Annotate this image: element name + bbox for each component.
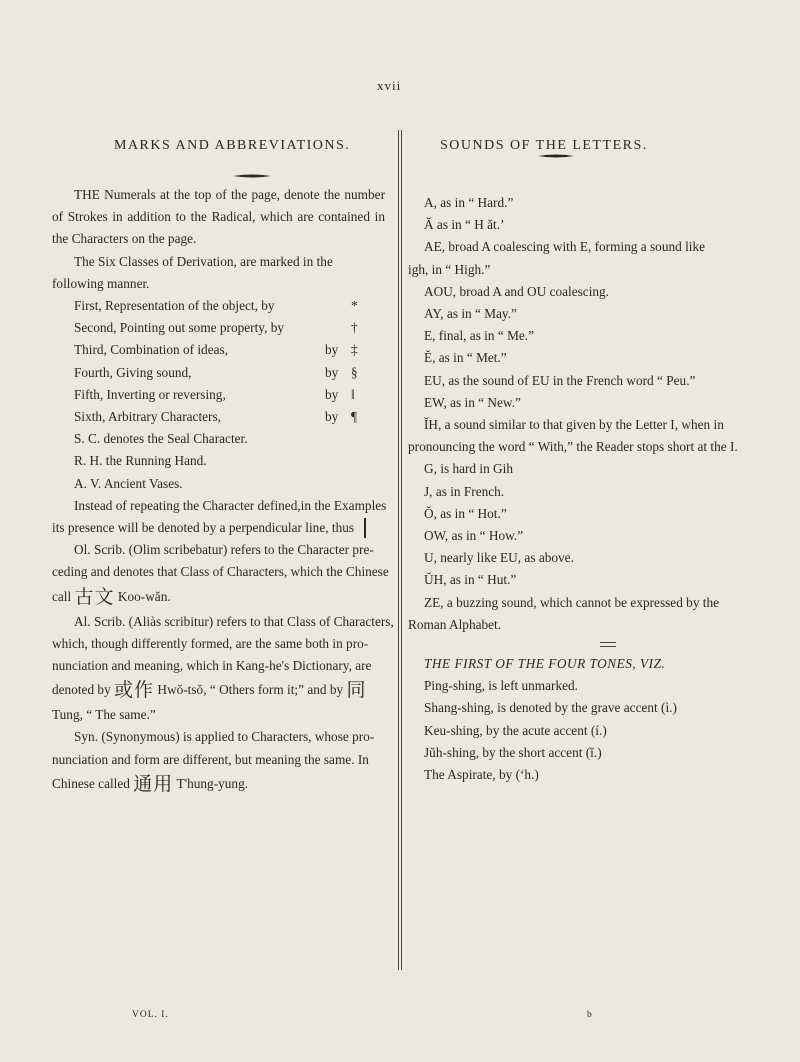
sound-line: ŬH, as in “ Hut.” <box>424 572 517 588</box>
hwo-tso-chars: 或作 <box>114 680 155 702</box>
class-by: by <box>325 364 339 380</box>
class-row <box>52 317 385 339</box>
syn-line-3 <box>52 771 385 798</box>
sound-line: AY, as in “ May.” <box>424 306 517 322</box>
sound-line: U, nearly like EU, as above. <box>424 550 574 566</box>
marks-column <box>52 184 394 798</box>
ol-scrib-line-2: ceding and denotes that Class of Characters, which the Chinese <box>52 564 389 580</box>
thung-yung-chars: 通用 <box>133 773 174 795</box>
tones-title: THE FIRST OF THE FOUR TONES, VIZ. <box>424 656 666 672</box>
class-mark: § <box>351 364 358 380</box>
class-row <box>52 384 385 406</box>
repeat-line-1: Instead of repeating the Character defined,in the Examples <box>74 497 387 513</box>
class-label: Third, Combination of ideas, <box>74 342 228 358</box>
class-label: Sixth, Arbitrary Characters, <box>74 409 221 425</box>
sound-line: AE, broad A coalescing with E, forming a sound like <box>424 239 706 255</box>
sound-line: Ǎ as in “ H ăt.’ <box>424 217 505 233</box>
class-by: by <box>325 386 339 402</box>
sound-line: AOU, broad A and OU coalescing. <box>424 283 610 299</box>
call-line <box>52 584 385 611</box>
marks-title: MARKS AND ABBREVIATIONS. <box>114 138 351 153</box>
syn-line-1: Syn. (Synonymous) is applied to Characters, whose pro- <box>74 729 375 745</box>
class-mark: ¶ <box>351 409 358 425</box>
sounds-column <box>408 192 786 786</box>
tung-char: 同 <box>346 680 367 702</box>
syn-called: Chinese called <box>52 775 130 791</box>
sound-line: J, as in French. <box>424 483 505 499</box>
sound-line: ǏH, a sound similar to that given by the Letter I, when in <box>424 417 724 433</box>
class-mark: ‡ <box>351 342 358 358</box>
classes-intro: The Six Classes of Derivation, are marked in the following manner. <box>52 253 333 291</box>
class-mark: ‖ <box>351 386 355 402</box>
sheet-signature: b <box>587 1010 592 1020</box>
al-scrib-line-5: Tung, “ The same.” <box>52 707 156 723</box>
syn-line-2: nunciation and form are different, but meaning the same. In <box>52 751 369 767</box>
sound-line: EU, as the sound of EU in the French word “ Peu.” <box>424 372 696 388</box>
perpendicular-line-mark <box>364 518 366 538</box>
sound-line: OW, as in “ How.” <box>424 528 524 544</box>
sound-line: ZE, a buzzing sound, which cannot be expressed by the <box>424 594 720 610</box>
class-row <box>52 362 385 384</box>
class-mark: † <box>351 320 358 336</box>
numerals-paragraph: THE Numerals at the top of the page, denote the number of Strokes in addition to the Radical, which are contained in the Characters on the page. <box>52 187 385 247</box>
repeat-line-2-text: its presence will be denoted by a perpendicular line, thus <box>52 520 355 536</box>
tone-line: Ping-shing, is left unmarked. <box>424 678 579 694</box>
column-divider <box>398 130 402 970</box>
sound-line: Roman Alphabet. <box>408 616 502 632</box>
al-scrib-line-4 <box>52 677 385 704</box>
class-label: Second, Pointing out some property, by <box>74 320 285 336</box>
sound-line: pronouncing the word “ With,” the Reader stops short at the I. <box>408 439 738 455</box>
sound-line: EW, as in “ New.” <box>424 394 521 410</box>
abbr-seal: S. C. denotes the Seal Character. <box>74 431 248 447</box>
sound-line: E, final, as in “ Me.” <box>424 328 535 344</box>
al-scrib-line-1: Al. Scrib. (Aliàs scribitur) refers to that Class of Characters, <box>74 613 394 629</box>
abbr-ancient-vases: A. V. Ancient Vases. <box>74 475 183 491</box>
hwo-tso-reading: Hwŏ-tsŏ, “ Others form it;” and by <box>157 682 344 698</box>
class-label: Fifth, Inverting or reversing, <box>74 386 226 402</box>
sound-line: G, is hard in Gih <box>424 461 514 477</box>
sounds-title: SOUNDS OF THE LETTERS. <box>440 138 648 153</box>
volume-signature: VOL. I. <box>132 1010 169 1020</box>
abbr-running-hand: R. H. the Running Hand. <box>74 453 207 469</box>
sound-line: igh, in “ High.” <box>408 261 491 277</box>
class-row <box>52 339 385 361</box>
ol-scrib-line-1: Ol. Scrib. (Olim scribebatur) refers to the Character pre- <box>74 542 374 558</box>
sound-line: Ĕ, as in “ Met.” <box>424 350 507 366</box>
class-by: by <box>325 342 339 358</box>
sound-line: Ŏ, as in “ Hot.” <box>424 505 507 521</box>
call-word: call <box>52 588 72 604</box>
sound-line: A, as in “ Hard.” <box>424 195 514 210</box>
class-row <box>52 295 385 317</box>
class-label: First, Representation of the object, by <box>74 298 275 314</box>
double-rule <box>600 642 616 647</box>
class-mark: * <box>351 298 358 314</box>
tone-line: Shang-shing, is denoted by the grave accent (ì.) <box>424 700 677 716</box>
class-label: Fourth, Giving sound, <box>74 364 192 380</box>
title-ornament <box>233 174 271 178</box>
koo-wan-chars: 古文 <box>74 586 115 608</box>
al-scrib-line-2: which, though differently formed, are the same both in pro- <box>52 635 369 651</box>
title-ornament <box>538 154 574 158</box>
al-denoted: denoted by <box>52 682 111 698</box>
class-by: by <box>325 409 339 425</box>
al-scrib-line-3: nunciation and meaning, which in Kang-he's Dictionary, are <box>52 658 372 674</box>
repeat-line-2 <box>52 517 385 539</box>
tone-line: Keu-shing, by the acute accent (í.) <box>424 722 607 738</box>
tone-line: The Aspirate, by (ʻh.) <box>424 767 539 783</box>
class-row <box>52 406 385 428</box>
koo-wan-reading: Koo-wăn. <box>117 588 171 604</box>
tone-line: Jŭh-shing, by the short accent (ĭ.) <box>424 744 602 760</box>
page-number: xvii <box>377 78 402 93</box>
thung-yung-reading: T'hung-yung. <box>176 775 249 791</box>
